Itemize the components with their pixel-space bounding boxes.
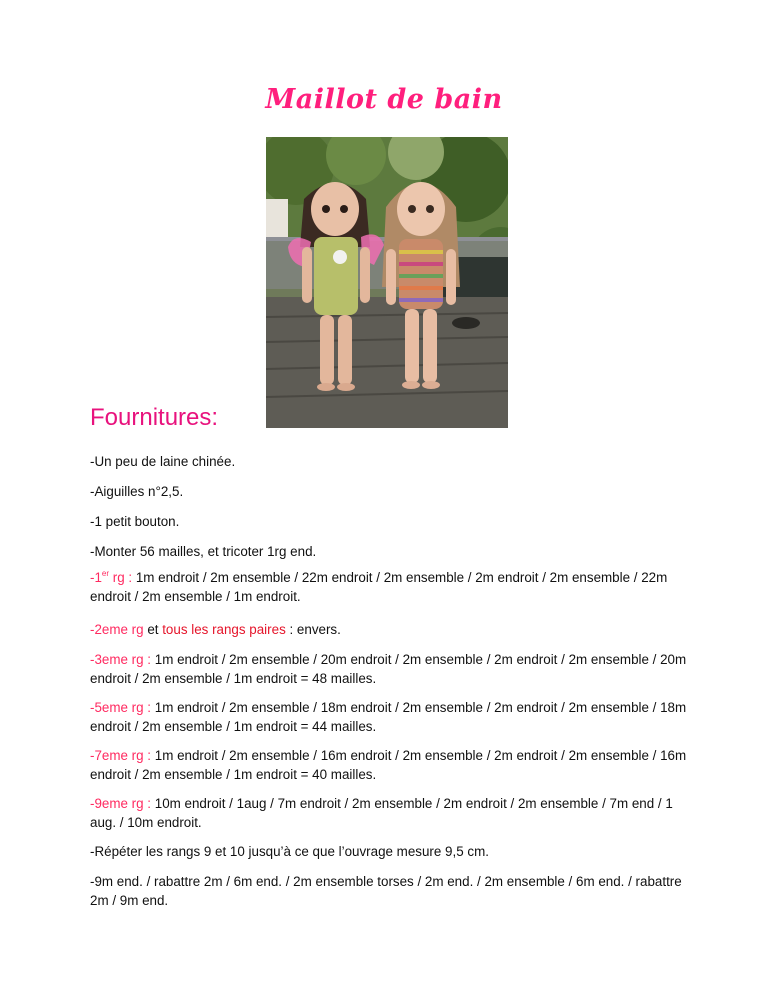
row-label: -7eme rg : (90, 748, 155, 763)
row-text: 1m endroit / 2m ensemble / 18m endroit / 2m ensemble / 2m endroit / 2m ensemble / 18m endroit / 2m ensemble / 1m endroit = 44 mailles. (90, 700, 687, 734)
supply-item: -1 petit bouton. (90, 514, 180, 529)
instruction-row-3 (90, 651, 690, 688)
instruction-row-9 (90, 795, 690, 832)
row-text: 10m endroit / 1aug / 7m endroit / 2m ensemble / 2m endroit / 2m ensemble / 7m end / 1 aug. / 10m endroit. (90, 796, 673, 830)
instruction-row-1 (90, 569, 690, 606)
supply-item: -Aiguilles n°2,5. (90, 484, 184, 499)
instruction-row-2 (90, 621, 690, 640)
dolls-swimsuit-photo (266, 137, 508, 428)
row-text: 1m endroit / 2m ensemble / 20m endroit / 2m ensemble / 2m endroit / 2m ensemble / 20m endroit / 2m ensemble / 1m endroit = 48 mailles. (90, 652, 687, 686)
row-text: : envers. (285, 622, 341, 637)
row-label-even: tous les rangs paires (162, 622, 286, 637)
page-title: Maillot de bain (265, 84, 503, 115)
row-text: 1m endroit / 2m ensemble / 16m endroit / 2m ensemble / 2m endroit / 2m ensemble / 16m endroit / 2m ensemble / 1m endroit = 40 mailles. (90, 748, 687, 782)
fournitures-heading: Fournitures: (90, 404, 219, 431)
row-connector: et (143, 622, 163, 637)
photo-illustration (266, 137, 508, 428)
instruction-bind-off: -9m end. / rabattre 2m / 6m end. / 2m ensemble torses / 2m end. / 2m ensemble / 6m end. / rabattre 2m / 9m end. (90, 874, 682, 908)
instruction-cast-on: -Monter 56 mailles, et tricoter 1rg end. (90, 544, 317, 559)
instruction-repeat: -Répéter les rangs 9 et 10 jusqu’à ce que l’ouvrage mesure 9,5 cm. (90, 844, 489, 859)
row-text: 1m endroit / 2m ensemble / 22m endroit / 2m ensemble / 2m endroit / 2m ensemble / 22m endroit / 2m ensemble / 1m endroit. (90, 570, 668, 604)
row-label: -2eme rg (90, 622, 144, 637)
row-label: -5eme rg : (90, 700, 155, 715)
row-label: -1er rg : (90, 569, 136, 585)
row-label: -9eme rg : (90, 796, 155, 811)
row-label: -3eme rg : (90, 652, 155, 667)
supply-item: -Un peu de laine chinée. (90, 454, 236, 469)
instruction-row-5 (90, 699, 690, 736)
instruction-row-7 (90, 747, 690, 784)
